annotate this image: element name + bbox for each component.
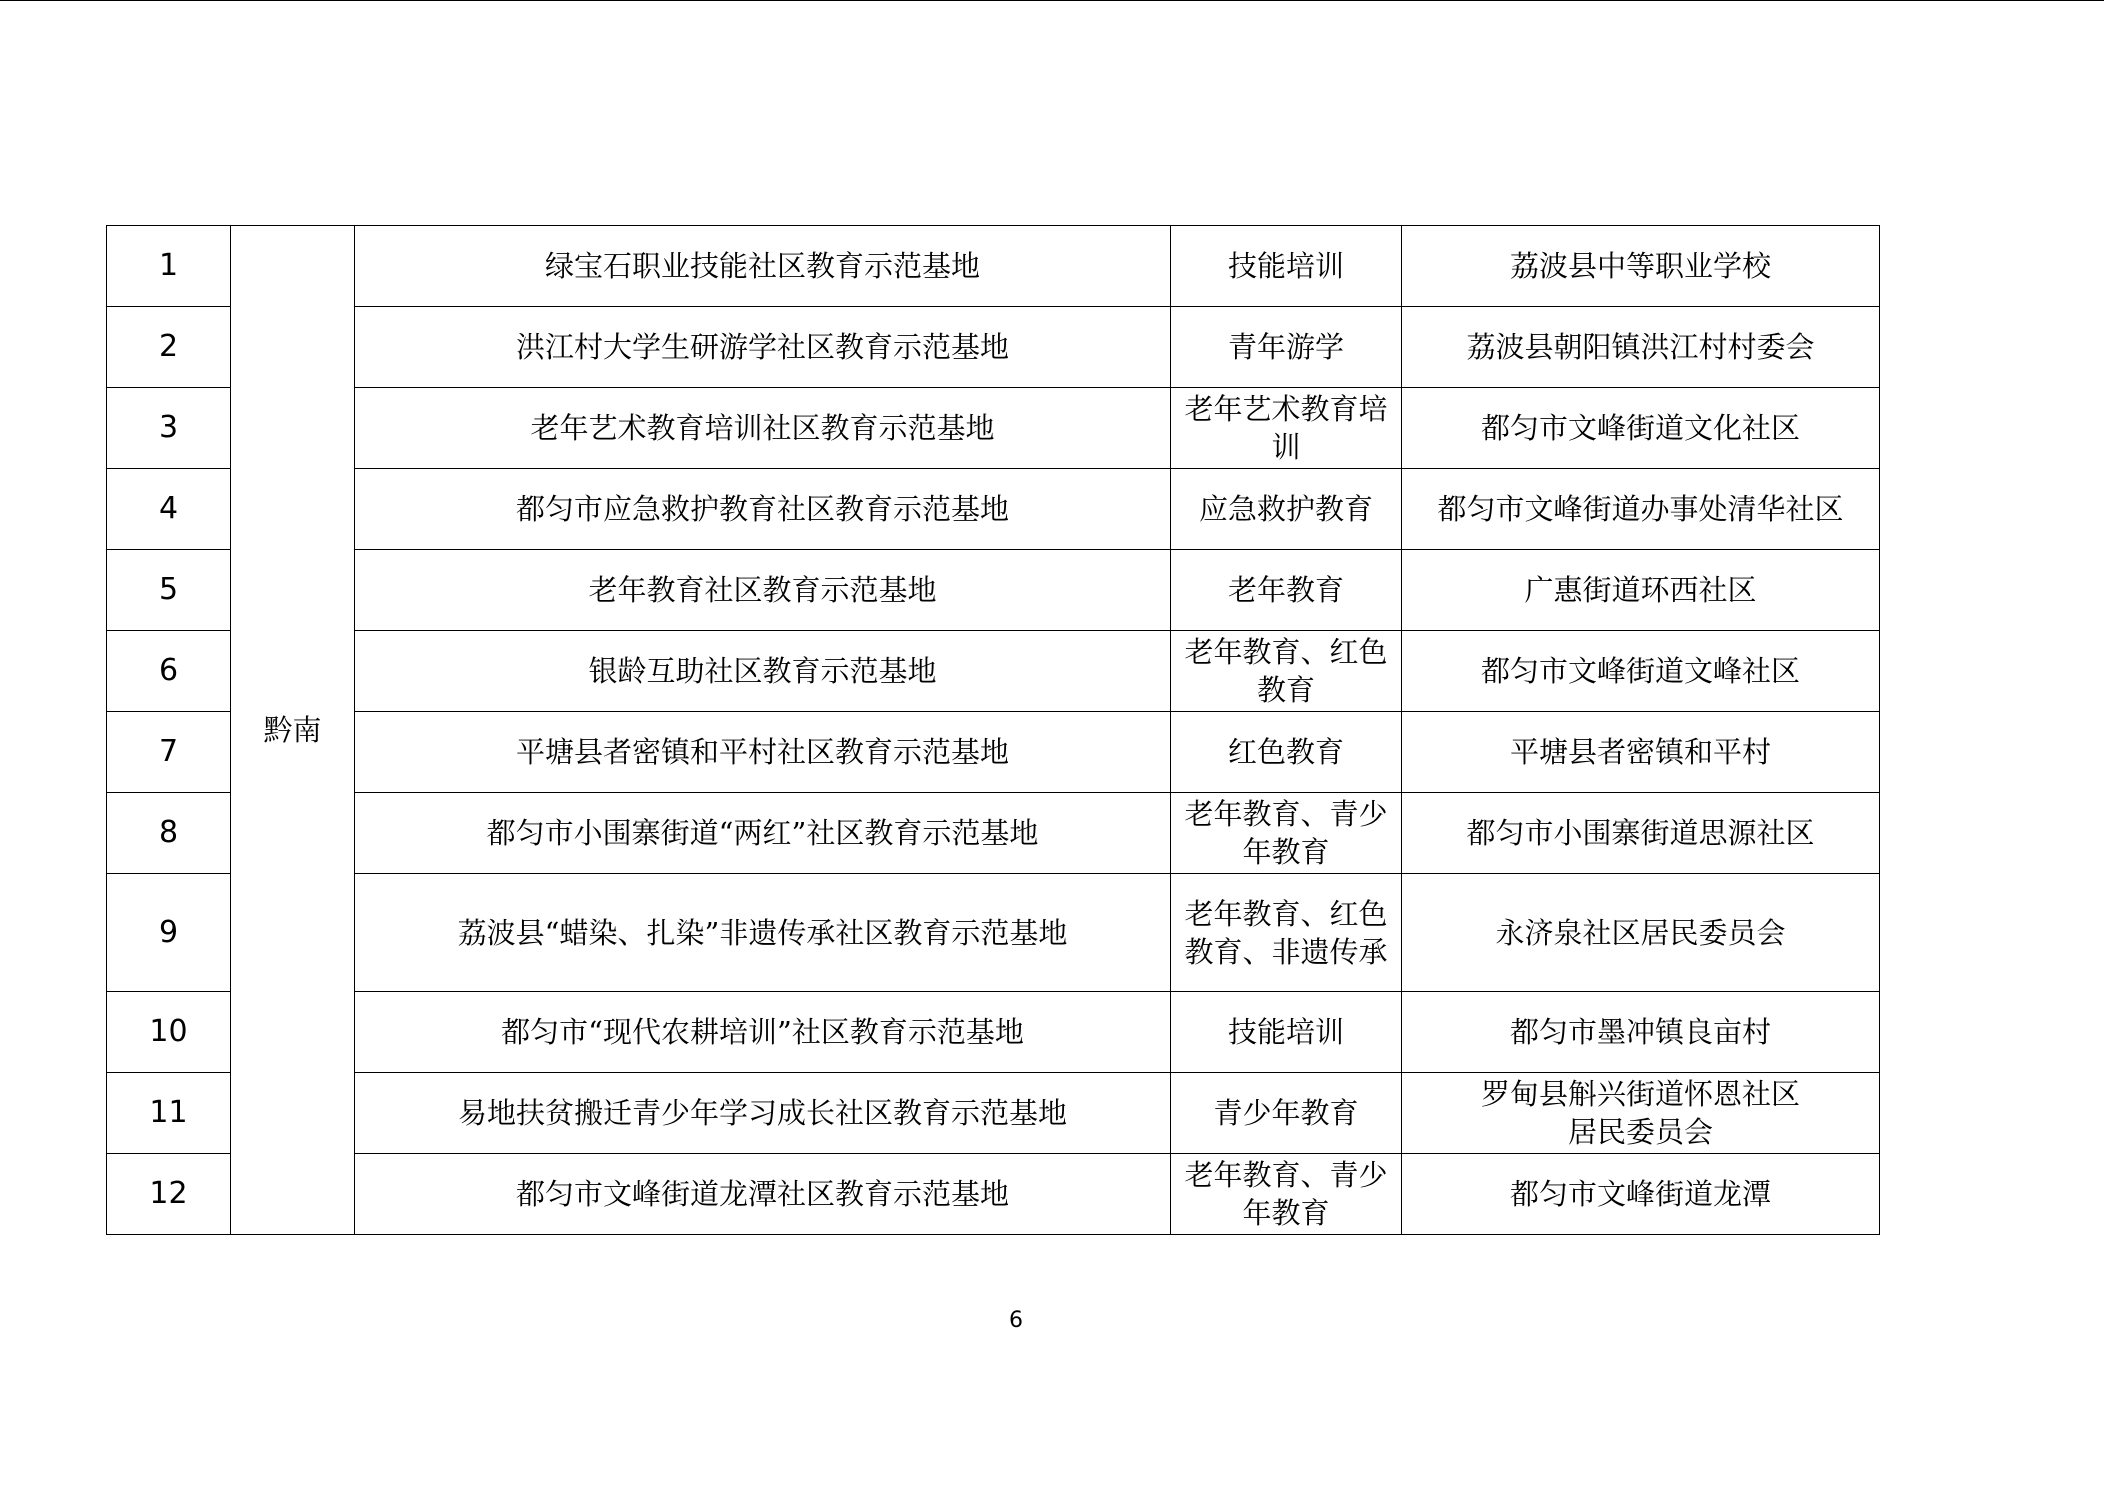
base-name: 洪江村大学生研游学社区教育示范基地 bbox=[355, 307, 1171, 388]
page-number: 6 bbox=[1009, 1308, 1023, 1333]
base-name: 荔波县“蜡染、扎染”非遗传承社区教育示范基地 bbox=[355, 874, 1171, 992]
region-cell: 黔南 bbox=[231, 226, 355, 1235]
row-number: 11 bbox=[107, 1073, 231, 1154]
base-name: 老年艺术教育培训社区教育示范基地 bbox=[355, 388, 1171, 469]
base-unit: 荔波县中等职业学校 bbox=[1402, 226, 1880, 307]
row-number: 1 bbox=[107, 226, 231, 307]
base-type: 技能培训 bbox=[1171, 992, 1402, 1073]
page-top-border bbox=[0, 0, 2104, 1]
row-number: 2 bbox=[107, 307, 231, 388]
table-row bbox=[107, 1154, 1880, 1235]
base-type: 老年教育 bbox=[1171, 550, 1402, 631]
base-unit: 永济泉社区居民委员会 bbox=[1402, 874, 1880, 992]
base-type: 老年艺术教育培训 bbox=[1171, 388, 1402, 469]
table-row bbox=[107, 388, 1880, 469]
table-row bbox=[107, 1073, 1880, 1154]
base-unit: 都匀市文峰街道文峰社区 bbox=[1402, 631, 1880, 712]
table-row bbox=[107, 874, 1880, 992]
demonstration-base-table bbox=[106, 225, 1880, 1235]
base-type: 青少年教育 bbox=[1171, 1073, 1402, 1154]
row-number: 12 bbox=[107, 1154, 231, 1235]
base-type: 红色教育 bbox=[1171, 712, 1402, 793]
base-name: 老年教育社区教育示范基地 bbox=[355, 550, 1171, 631]
base-name: 银龄互助社区教育示范基地 bbox=[355, 631, 1171, 712]
table-row bbox=[107, 469, 1880, 550]
table-row bbox=[107, 307, 1880, 388]
base-unit: 广惠街道环西社区 bbox=[1402, 550, 1880, 631]
base-type: 应急救护教育 bbox=[1171, 469, 1402, 550]
base-unit: 都匀市文峰街道文化社区 bbox=[1402, 388, 1880, 469]
base-name: 都匀市应急救护教育社区教育示范基地 bbox=[355, 469, 1171, 550]
base-name: 都匀市“现代农耕培训”社区教育示范基地 bbox=[355, 992, 1171, 1073]
row-number: 6 bbox=[107, 631, 231, 712]
base-unit: 都匀市文峰街道龙潭 bbox=[1402, 1154, 1880, 1235]
table-row bbox=[107, 992, 1880, 1073]
table-row bbox=[107, 712, 1880, 793]
base-type: 老年教育、青少年教育 bbox=[1171, 1154, 1402, 1235]
base-type: 技能培训 bbox=[1171, 226, 1402, 307]
base-unit: 都匀市墨冲镇良亩村 bbox=[1402, 992, 1880, 1073]
base-type: 老年教育、红色教育、非遗传承 bbox=[1171, 874, 1402, 992]
row-number: 10 bbox=[107, 992, 231, 1073]
base-type: 老年教育、青少年教育 bbox=[1171, 793, 1402, 874]
base-name: 都匀市小围寨街道“两红”社区教育示范基地 bbox=[355, 793, 1171, 874]
table-row bbox=[107, 793, 1880, 874]
base-name: 绿宝石职业技能社区教育示范基地 bbox=[355, 226, 1171, 307]
row-number: 5 bbox=[107, 550, 231, 631]
base-unit: 都匀市小围寨街道思源社区 bbox=[1402, 793, 1880, 874]
base-unit: 平塘县者密镇和平村 bbox=[1402, 712, 1880, 793]
base-unit: 荔波县朝阳镇洪江村村委会 bbox=[1402, 307, 1880, 388]
base-unit: 都匀市文峰街道办事处清华社区 bbox=[1402, 469, 1880, 550]
row-number: 9 bbox=[107, 874, 231, 992]
row-number: 8 bbox=[107, 793, 231, 874]
row-number: 7 bbox=[107, 712, 231, 793]
base-name: 平塘县者密镇和平村社区教育示范基地 bbox=[355, 712, 1171, 793]
row-number: 4 bbox=[107, 469, 231, 550]
table-row bbox=[107, 226, 1880, 307]
table-row bbox=[107, 631, 1880, 712]
row-number: 3 bbox=[107, 388, 231, 469]
base-type: 青年游学 bbox=[1171, 307, 1402, 388]
base-name: 都匀市文峰街道龙潭社区教育示范基地 bbox=[355, 1154, 1171, 1235]
base-unit: 罗甸县斛兴街道怀恩社区居民委员会 bbox=[1402, 1073, 1880, 1154]
base-type: 老年教育、红色教育 bbox=[1171, 631, 1402, 712]
table-row bbox=[107, 550, 1880, 631]
base-name: 易地扶贫搬迁青少年学习成长社区教育示范基地 bbox=[355, 1073, 1171, 1154]
